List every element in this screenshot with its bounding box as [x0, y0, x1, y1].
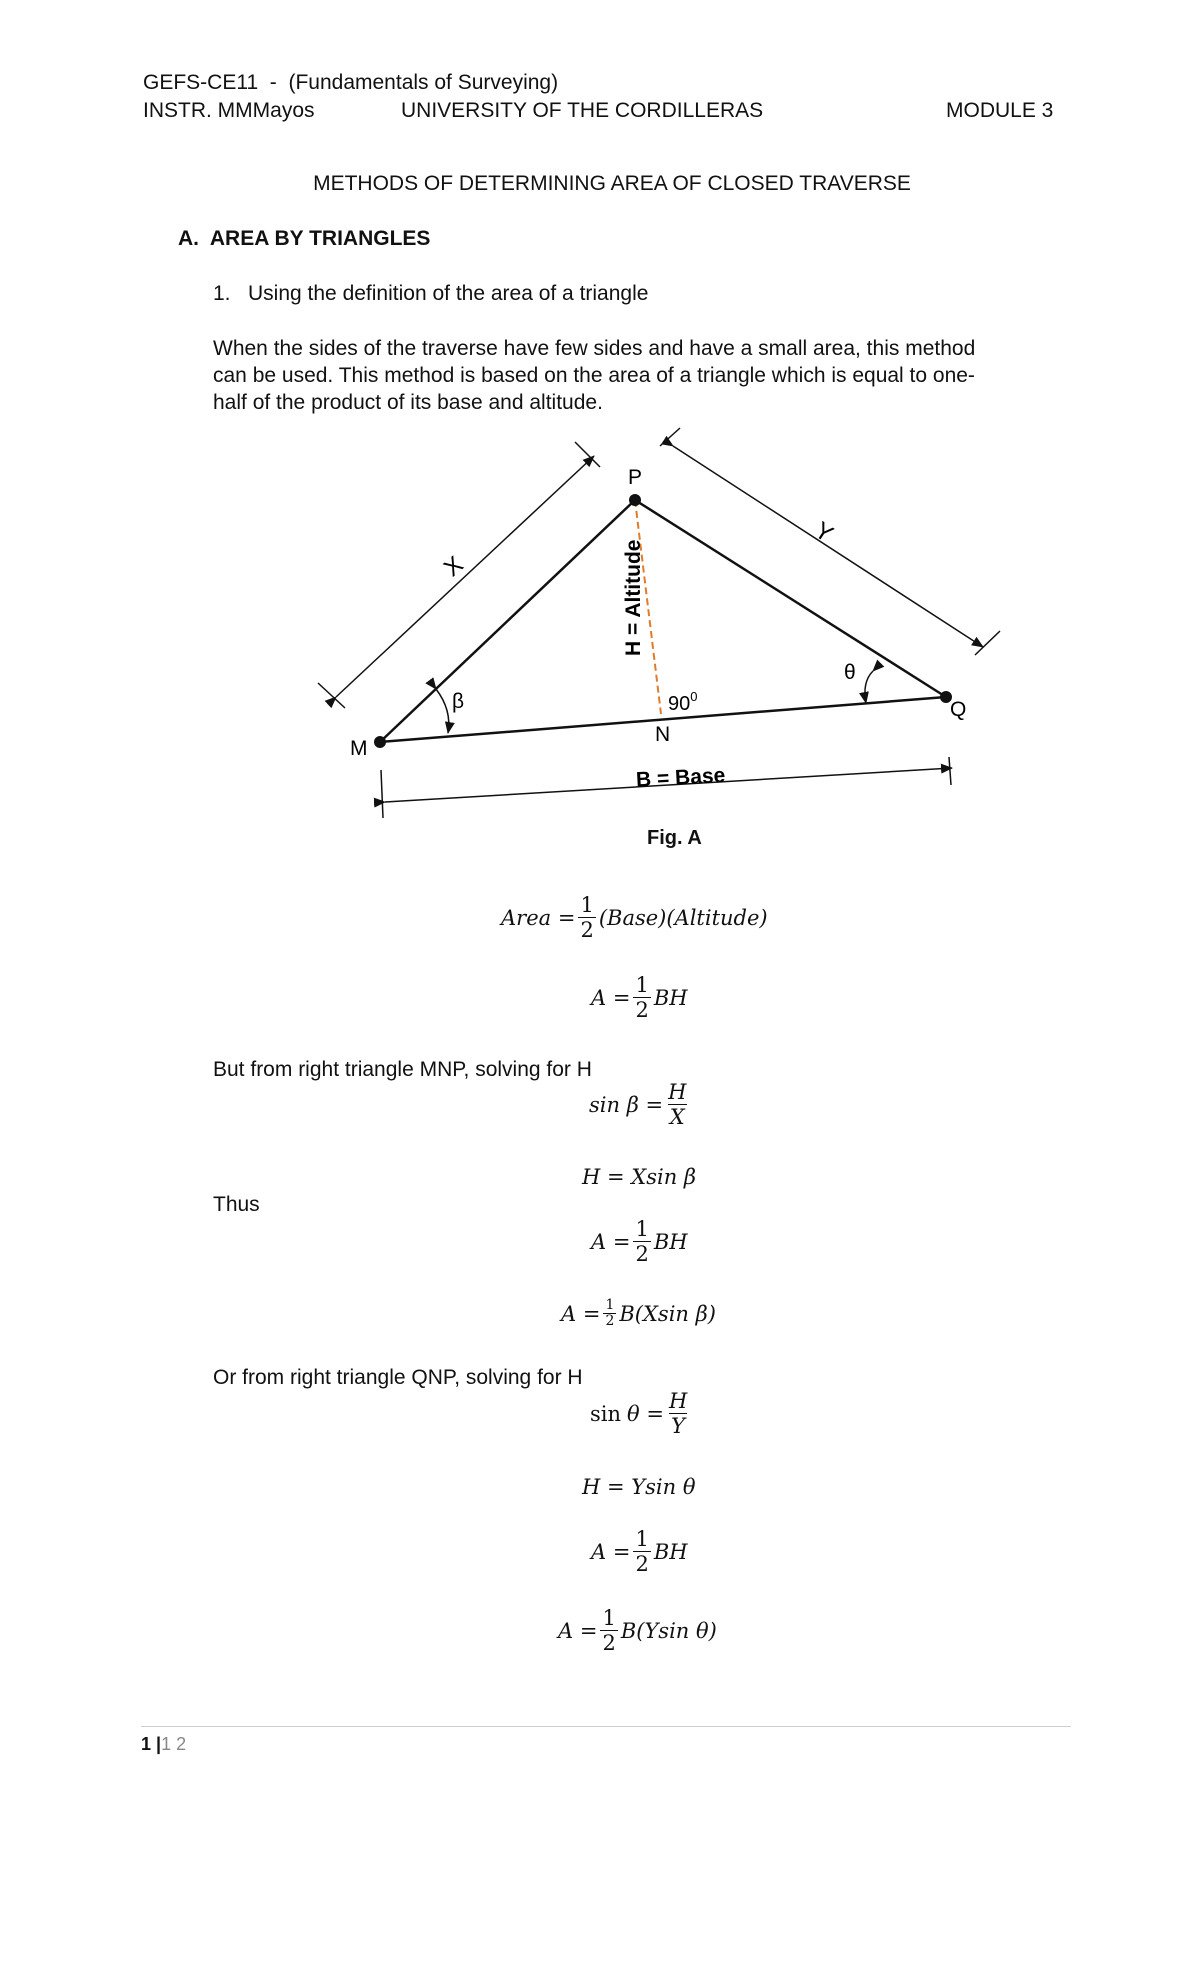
page-separator: | [156, 1734, 162, 1754]
instructor-name: INSTR. MMMayos [143, 99, 315, 122]
label-m: M [350, 737, 368, 760]
text-thus: Thus [213, 1193, 260, 1216]
vertex-p [629, 494, 641, 506]
label-p: P [628, 466, 643, 489]
label-right-angle: $90^0$ [668, 689, 698, 715]
vertex-m [374, 736, 386, 748]
footer-rule [141, 1726, 1071, 1727]
paragraph-line-1: When the sides of the traverse have few sides and have a small area, this method [213, 337, 976, 360]
triangle-diagram [0, 0, 1200, 880]
page-total: 1 2 [161, 1734, 187, 1754]
label-beta: β [452, 690, 465, 713]
page-number [141, 1734, 186, 1755]
list-item: 1. Using the definition of the area of a triangle [213, 282, 649, 305]
side-pq [635, 500, 946, 697]
section-heading: A. AREA BY TRIANGLES [178, 227, 431, 250]
label-theta: θ [844, 661, 856, 684]
label-q: Q [950, 698, 967, 721]
theta-arc [865, 671, 873, 703]
text-or-from: Or from right triangle QNP, solving for H [213, 1366, 583, 1389]
paragraph-line-2: can be used. This method is based on the area of a triangle which is equal to one- [213, 364, 975, 387]
course-title: GEFS-CE11 - (Fundamentals of Surveying) [143, 71, 559, 94]
label-base: B = Base [635, 763, 726, 792]
text-but-from: But from right triangle MNP, solving for H [213, 1058, 592, 1081]
page-title: METHODS OF DETERMINING AREA OF CLOSED TRAVERSE [313, 172, 911, 195]
dimension-y [673, 446, 983, 647]
beta-arc [436, 689, 449, 733]
label-x: X [438, 551, 469, 583]
paragraph-line-3: half of the product of its base and altitude. [213, 391, 603, 414]
figure-caption: Fig. A [647, 827, 702, 849]
university-name: UNIVERSITY OF THE CORDILLERAS [401, 99, 764, 122]
module-label: MODULE 3 [946, 99, 1054, 122]
label-altitude: H = Altitude [622, 539, 645, 656]
label-y: Y [809, 516, 838, 549]
label-n: N [655, 723, 671, 746]
page-current: 1 [141, 1734, 152, 1754]
